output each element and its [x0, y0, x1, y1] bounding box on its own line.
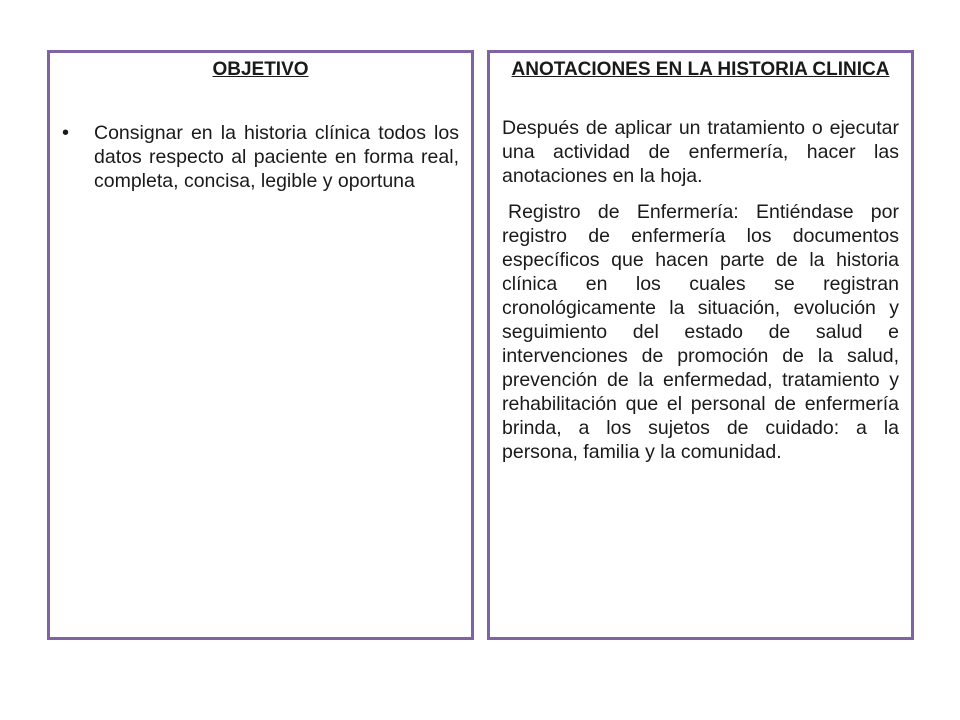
objetivo-title: OBJETIVO: [212, 59, 309, 80]
anotaciones-paragraph-1: Después de aplicar un tratamiento o ejecutar una actividad de enfermería, hacer las anotaciones en la hoja.: [502, 117, 899, 187]
anotaciones-panel: [487, 50, 914, 640]
objetivo-bullet-list: [62, 121, 459, 193]
list-item: [62, 121, 459, 193]
objetivo-bullet-text: Consignar en la historia clínica todos los datos respecto al paciente en forma real, completa, concisa, legible y oportuna: [94, 122, 459, 192]
objetivo-panel: [47, 50, 474, 640]
bullet-dot-icon: •: [62, 122, 70, 144]
anotaciones-paragraph-2: Registro de Enfermería: Entiéndase por registro de enfermería los documentos específicos que hacen parte de la historia clínica en los cuales se registran cronológicamente la situación, evolución y seguimiento del estado de salud e intervenciones de promoción de la salud, prevención de la enfermedad, tratamiento y rehabilitación que el personal de enfermería brinda, a los sujetos de cuidado: a la persona, familia y la comunidad.: [502, 201, 899, 463]
anotaciones-title: ANOTACIONES EN LA HISTORIA CLINICA: [511, 59, 890, 80]
